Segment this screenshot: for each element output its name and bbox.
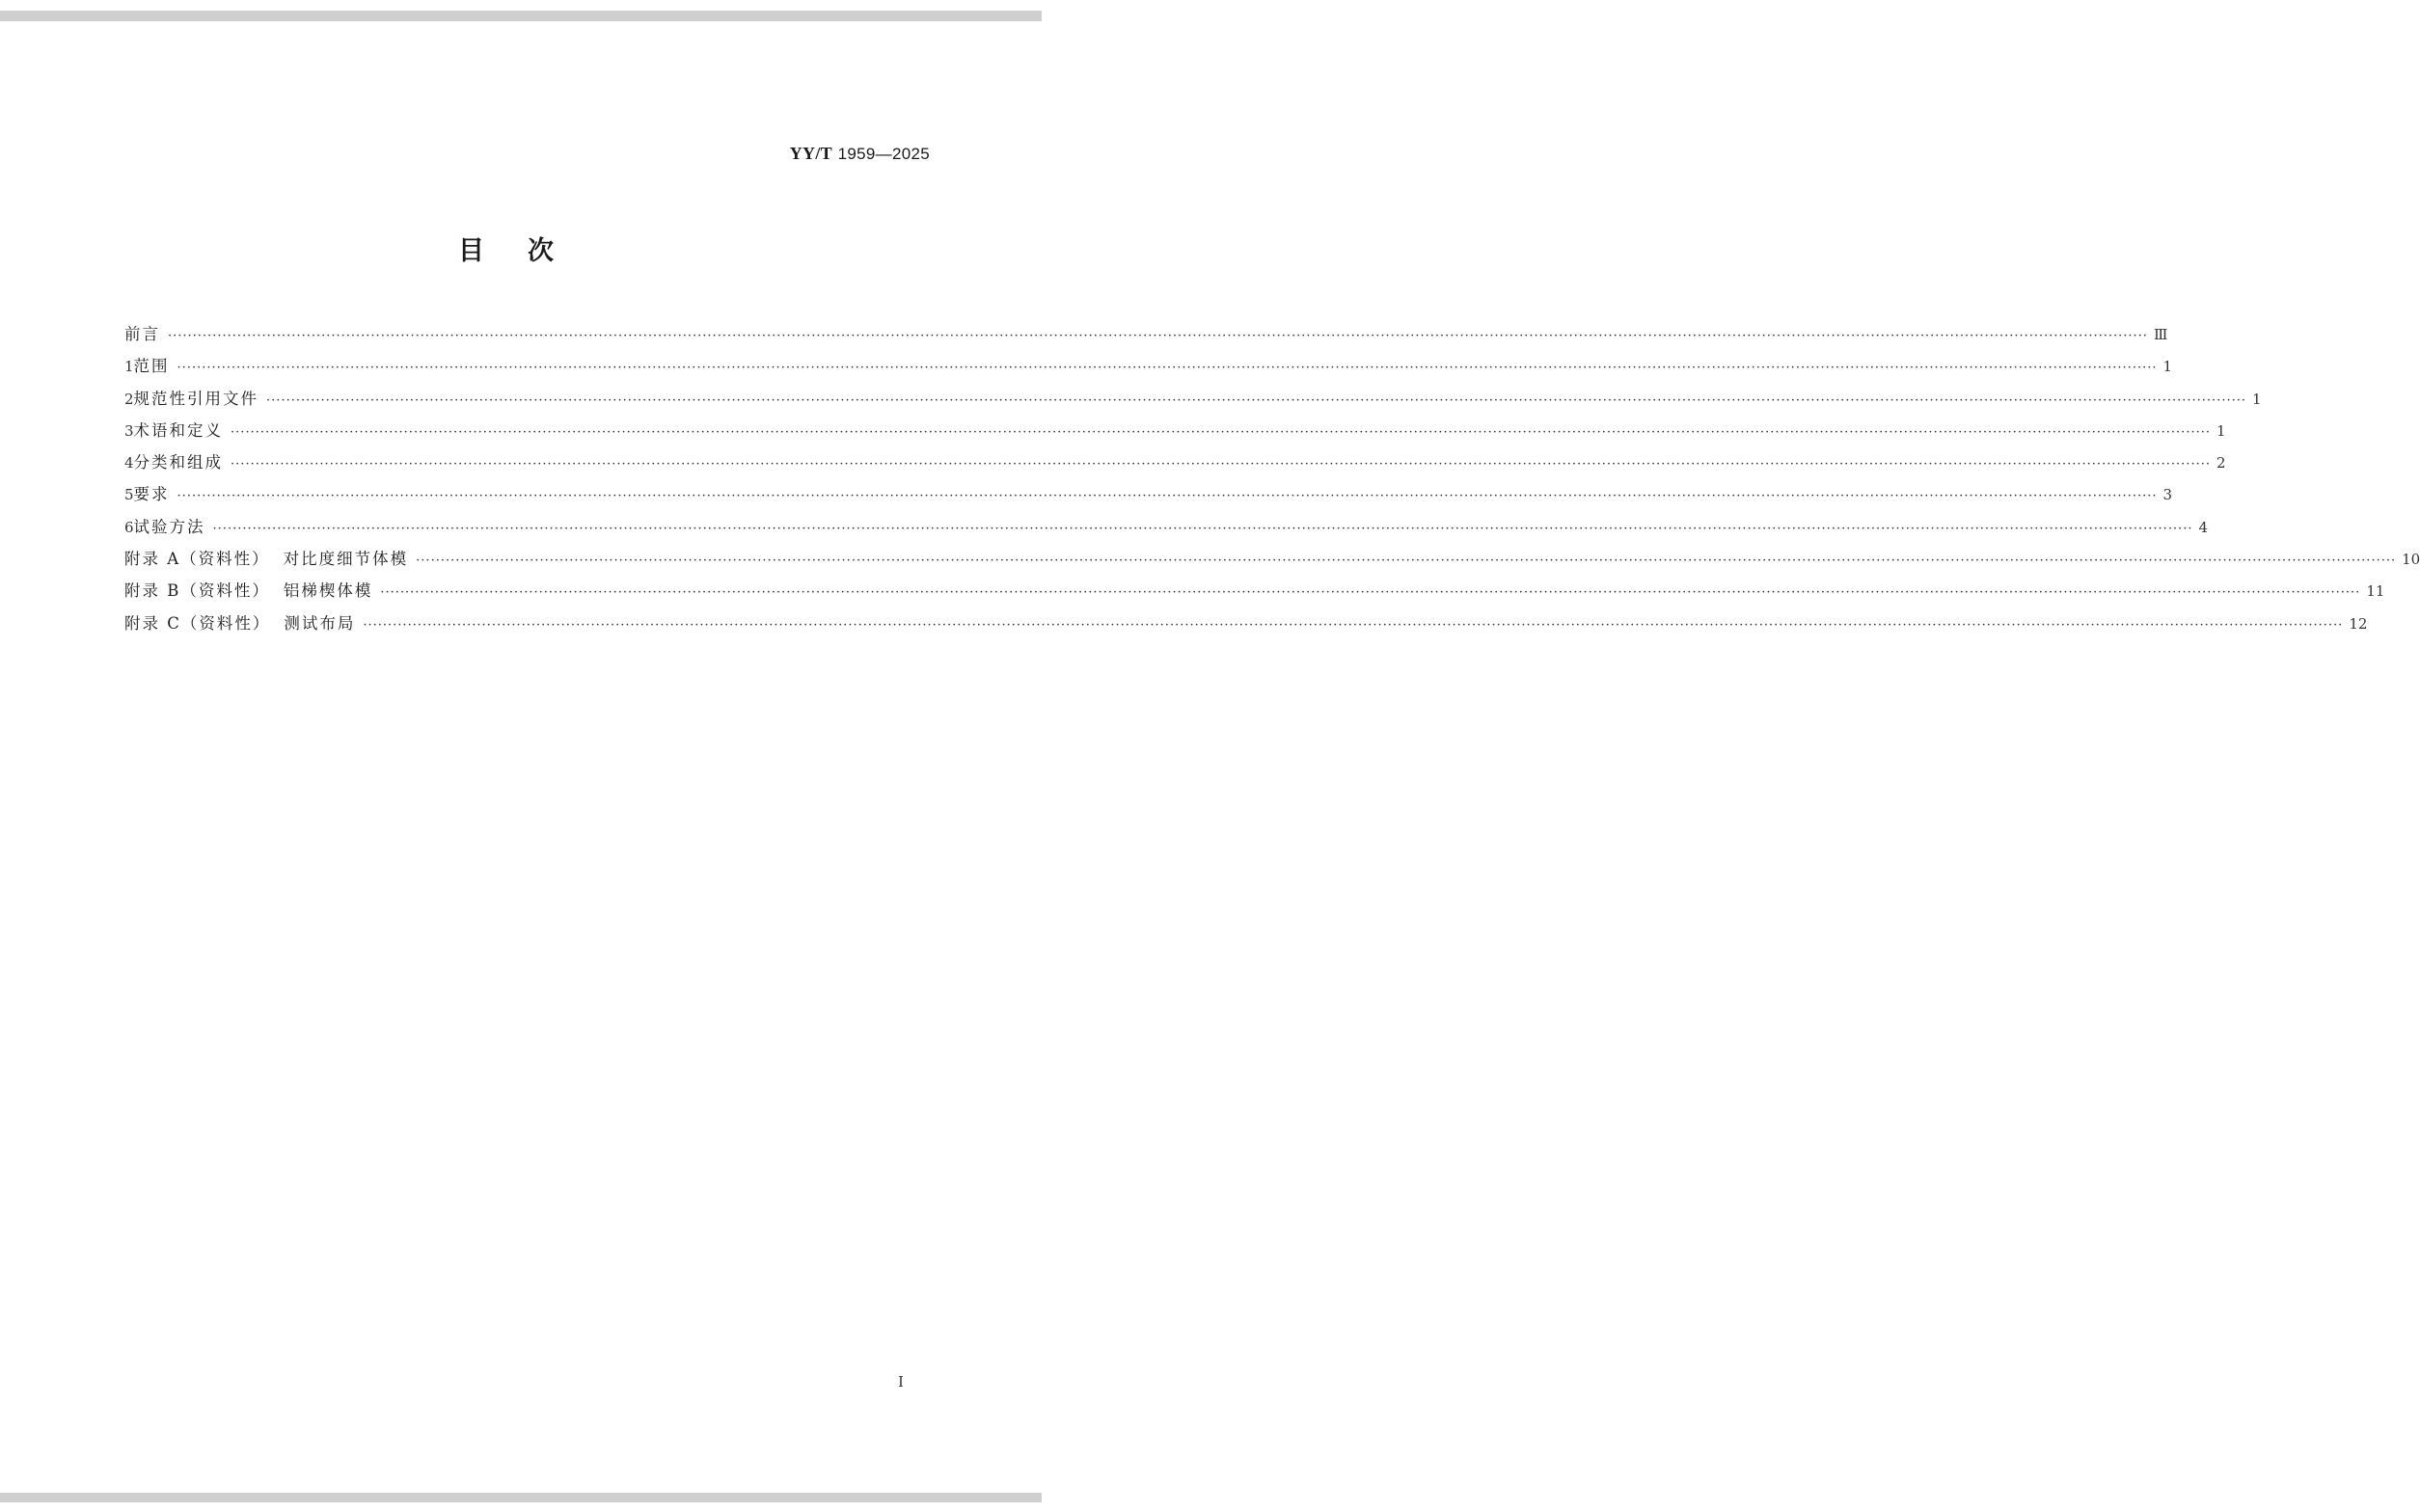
toc-entry-title: 术语和定义 [133, 420, 224, 440]
toc-entry-page: Ⅲ [2153, 326, 2168, 343]
toc-entry-page: 10 [2402, 551, 2420, 569]
toc-entry-title: 附录 C（资料性） [124, 613, 271, 633]
toc-entry-title: 附录 A（资料性） [124, 550, 270, 569]
toc-entry-page: 3 [2162, 486, 2173, 504]
toc-entry-label [134, 415, 224, 446]
toc-entry-title: 前言 [124, 325, 160, 343]
toc-entry-title: 范围 [133, 357, 170, 376]
toc-entry-label [124, 608, 355, 639]
standard-number: 1959—2025 [837, 145, 930, 163]
toc-entry[interactable] [124, 543, 2420, 575]
page-top-edge [0, 0, 1042, 21]
toc-leader-dots: ················································································································································································································································································································································································································ [416, 554, 2397, 569]
toc-entry-title: 要求 [133, 485, 170, 504]
toc-entry-number: 1 [124, 358, 134, 376]
standard-code [790, 144, 930, 164]
toc-entry-subtitle: 铝梯楔体模 [283, 581, 373, 601]
toc-entry[interactable] [124, 415, 2226, 446]
toc-entry-subtitle: 对比度细节体模 [283, 550, 409, 569]
toc-entry-title: 分类和组成 [133, 453, 224, 472]
toc-entry[interactable] [124, 478, 2173, 510]
toc-entry-subtitle: 测试布局 [284, 613, 356, 633]
page-title: 目次 [458, 236, 597, 266]
toc-entry-page: 1 [2162, 358, 2173, 376]
toc-entry[interactable] [124, 318, 2168, 350]
toc-entry-number: 3 [124, 421, 134, 440]
toc-entry-page: 2 [2216, 454, 2226, 472]
toc-leader-dots: ················································································································································································································································································································································································································ [380, 585, 2361, 601]
toc-entry-label [124, 318, 160, 350]
toc-entry-page: 1 [2216, 421, 2226, 440]
toc-entry-label [134, 478, 170, 510]
toc-entry-label [134, 350, 170, 382]
toc-entry-number: 6 [124, 518, 134, 536]
toc-entry[interactable] [124, 511, 2209, 543]
toc-entry-label [124, 543, 408, 575]
toc-entry-page: 12 [2349, 614, 2368, 633]
table-of-contents [124, 318, 2420, 639]
toc-entry[interactable] [124, 383, 2262, 415]
toc-entry[interactable] [124, 446, 2226, 478]
toc-entry-label [134, 446, 224, 478]
toc-leader-dots: ················································································································································································································································································································································································································ [177, 361, 2158, 376]
toc-leader-dots: ················································································································································································································································································································································································································ [231, 424, 2211, 440]
toc-leader-dots: ················································································································································································································································································································································································································ [363, 617, 2344, 633]
toc-entry-title: 试验方法 [133, 517, 205, 536]
toc-entry-title: 附录 B（资料性） [124, 581, 270, 601]
toc-leader-dots: ················································································································································································································································································································································································································ [177, 489, 2158, 504]
toc-entry-page: 1 [2251, 390, 2262, 408]
toc-entry-page: 11 [2366, 582, 2385, 601]
toc-entry-number: 4 [124, 454, 134, 472]
toc-entry[interactable] [124, 608, 2368, 639]
toc-entry[interactable] [124, 575, 2385, 607]
toc-leader-dots: ················································································································································································································································································································································································································ [212, 521, 2193, 536]
toc-entry-label [124, 575, 372, 607]
page-number: I [898, 1373, 904, 1390]
toc-entry-label [134, 383, 259, 415]
toc-entry-page: 4 [2198, 518, 2209, 536]
toc-entry-number: 2 [124, 390, 134, 408]
standard-prefix: YY/T [789, 144, 832, 163]
toc-leader-dots: ················································································································································································································································································································································································································ [168, 329, 2148, 343]
page-bottom-edge [0, 1493, 1042, 1512]
toc-leader-dots: ················································································································································································································································································································································································································ [266, 392, 2246, 408]
toc-entry[interactable] [124, 350, 2173, 382]
toc-entry-label [134, 511, 205, 543]
toc-entry-number: 5 [124, 486, 134, 504]
toc-entry-title: 规范性引用文件 [133, 389, 259, 408]
toc-leader-dots: ················································································································································································································································································································································································································ [231, 457, 2211, 472]
